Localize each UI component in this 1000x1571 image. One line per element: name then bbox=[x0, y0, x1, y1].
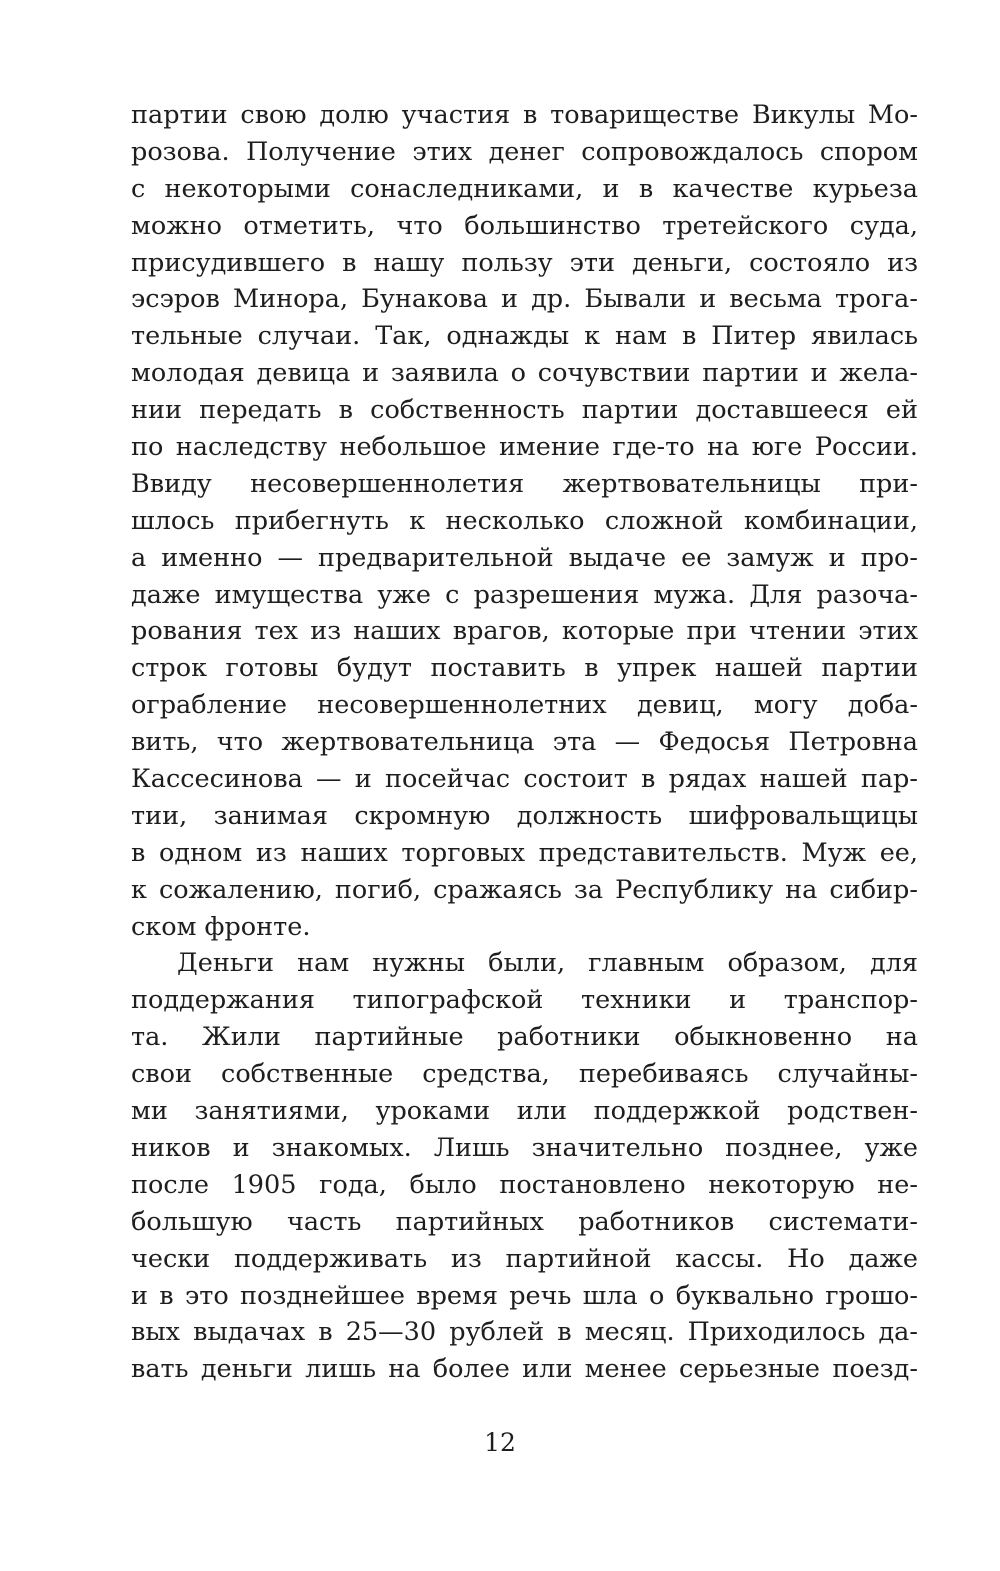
text-line: Кассесинова — и посейчас состоит в рядах нашей пар- bbox=[131, 764, 918, 795]
paragraph bbox=[131, 97, 918, 945]
text-line: вых выдачах в 25—30 рублей в месяц. Приходилось да- bbox=[131, 1317, 918, 1348]
paragraph bbox=[131, 945, 918, 1388]
text-line: ограбление несовершеннолетних девиц, могу доба- bbox=[131, 690, 918, 721]
text-line: с некоторыми сонаследниками, и в качестве курьеза bbox=[131, 173, 918, 204]
text-line: свои собственные средства, перебиваясь случайны- bbox=[131, 1059, 918, 1090]
text-line: ников и знакомых. Лишь значительно позднее, уже bbox=[131, 1132, 918, 1163]
text-line: большую часть партийных работников системати- bbox=[131, 1206, 918, 1237]
text-line: ском фронте. bbox=[131, 911, 311, 942]
text-line: вить, что жертвовательница эта — Федосья Петровна bbox=[131, 727, 918, 758]
text-line: строк готовы будут поставить в упрек нашей партии bbox=[131, 653, 918, 684]
text-line: в одном из наших торговых представительств. Муж ее, bbox=[131, 837, 918, 868]
text-line: тельные случаи. Так, однажды к нам в Питер явилась bbox=[131, 321, 918, 352]
text-line: Ввиду несовершеннолетия жертвовательницы при- bbox=[131, 468, 918, 499]
text-line: а именно — предварительной выдаче ее замуж и про- bbox=[131, 542, 918, 573]
text-line: даже имущества уже с разрешения мужа. Для разоча- bbox=[131, 579, 918, 610]
text-line: вать деньги лишь на более или менее серьезные поезд- bbox=[131, 1354, 918, 1385]
text-line: розова. Получение этих денег сопровождалось спором bbox=[131, 136, 918, 167]
text-line: после 1905 года, было постановлено некоторую не- bbox=[131, 1169, 918, 1200]
text-line: эсэров Минора, Бунакова и др. Бывали и весьма трога- bbox=[131, 284, 918, 315]
body-text bbox=[131, 97, 918, 1388]
text-line: поддержания типографской техники и транспор- bbox=[131, 985, 918, 1016]
text-line: партии свою долю участия в товариществе Викулы Мо- bbox=[131, 100, 918, 130]
text-line: молодая девица и заявила о сочувствии партии и жела- bbox=[131, 358, 918, 389]
text-line: тии, занимая скромную должность шифровальщицы bbox=[131, 800, 918, 831]
text-line: Деньги нам нужны были, главным образом, для bbox=[177, 948, 918, 979]
text-line: ми занятиями, уроками или поддержкой родствен- bbox=[131, 1096, 918, 1127]
text-line: нии передать в собственность партии доставшееся ей bbox=[131, 395, 918, 426]
text-line: по наследству небольшое имение где-то на юге России. bbox=[131, 432, 918, 463]
text-line: присудившего в нашу пользу эти деньги, состояло из bbox=[131, 247, 918, 278]
text-line: рования тех из наших врагов, которые при чтении этих bbox=[131, 616, 918, 647]
text-line: чески поддерживать из партийной кассы. Но даже bbox=[131, 1243, 918, 1274]
text-line: шлось прибегнуть к несколько сложной комбинации, bbox=[131, 505, 918, 536]
page-number: 12 bbox=[484, 1428, 516, 1457]
text-line: и в это позднейшее время речь шла о буквально грошо- bbox=[131, 1280, 918, 1311]
text-line: та. Жили партийные работники обыкновенно на bbox=[131, 1022, 918, 1053]
text-line: к сожалению, погиб, сражаясь за Республику на сибир- bbox=[131, 874, 918, 905]
text-line: можно отметить, что большинство третейского суда, bbox=[131, 210, 918, 241]
